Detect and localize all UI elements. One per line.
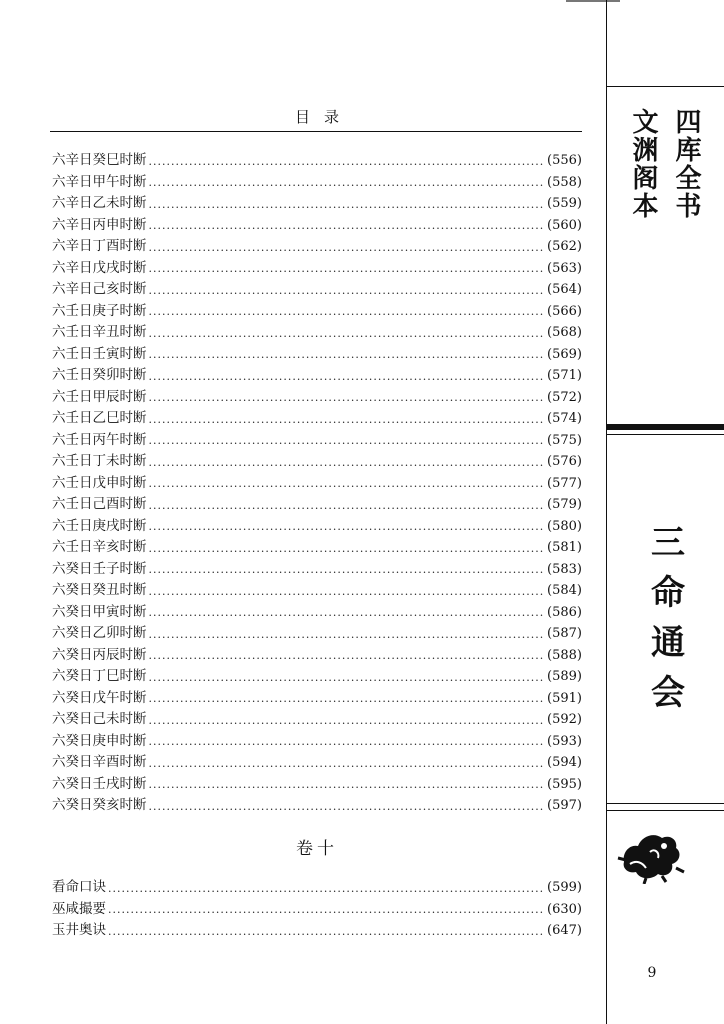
dragon-emblem-icon [616,822,686,884]
toc-entry [52,774,582,796]
toc-entry [52,688,582,710]
collection-name: 四库全书 [671,108,701,220]
dot-leader [108,899,545,921]
entry-page: (568) [547,325,582,340]
entry-page: (586) [547,604,582,620]
entry-title: 六癸日癸亥时断 [52,797,147,813]
entry-title: 六辛日丁酉时断 [52,238,147,254]
margin-rule [606,803,724,804]
margin-rule [606,810,724,811]
entry-title: 巫咸撮要 [52,900,106,917]
dot-leader [149,731,546,753]
dot-leader [149,559,546,581]
entry-page: (572) [547,389,582,405]
toc-entry [52,731,582,753]
toc-entry [52,473,582,495]
entry-title: 六辛日戊戌时断 [52,259,147,276]
entry-title: 六辛日丙申时断 [52,216,147,233]
entry-title: 六癸日乙卯时断 [52,625,147,641]
toc-entry [52,365,582,387]
entry-page: (574) [547,411,582,426]
toc-list-section [52,877,582,942]
toc-entry [52,193,582,215]
toc-entry [52,516,582,538]
entry-title: 六癸日壬子时断 [52,560,147,577]
entry-title: 六辛日乙未时断 [52,195,147,211]
dot-leader [149,602,546,624]
toc-entry [52,150,582,172]
entry-page: (571) [547,368,582,383]
dot-leader [149,795,546,817]
entry-title: 六癸日戊午时断 [52,689,147,706]
entry-page: (562) [547,239,582,254]
entry-title: 六癸日庚申时断 [52,732,147,749]
toc-entry [52,301,582,323]
toc-entry [52,494,582,516]
toc-entry [52,666,582,688]
entry-title: 六壬日乙巳时断 [52,410,147,426]
dot-leader [149,688,546,710]
dot-leader [149,666,546,688]
dot-leader [149,451,546,473]
margin-rule [606,86,724,87]
entry-page: (576) [547,454,582,469]
entry-title: 六癸日甲寅时断 [52,603,147,620]
toc-entry [52,322,582,344]
page-number: 9 [647,965,657,981]
entry-title: 六癸日壬戌时断 [52,775,147,792]
dot-leader [149,516,546,538]
dot-leader [149,709,546,731]
entry-title: 玉井奥诀 [52,922,106,938]
entry-page: (566) [547,303,582,319]
entry-page: (584) [547,583,582,598]
book-title: 三命通会 [644,524,685,724]
entry-page: (569) [547,346,582,362]
entry-title: 六癸日丁巳时断 [52,668,147,684]
entry-page: (592) [547,712,582,727]
entry-title: 六壬日丁未时断 [52,453,147,469]
entry-title: 六壬日壬寅时断 [52,345,147,362]
entry-title: 六壬日甲辰时断 [52,388,147,405]
toc-entry [52,559,582,581]
toc-entry [52,709,582,731]
dot-leader [149,430,546,452]
entry-page: (560) [547,217,582,233]
toc-entry [52,387,582,409]
toc-entry [52,623,582,645]
toc-entry [52,580,582,602]
entry-title: 六癸日辛酉时断 [52,754,147,770]
dot-leader [149,150,546,172]
book-title-block [610,524,720,724]
entry-page: (599) [547,880,582,895]
collection-label [610,108,720,220]
entry-page: (559) [547,196,582,211]
entry-title: 六辛日己亥时断 [52,281,147,297]
entry-title: 六辛日癸巳时断 [52,152,147,168]
dot-leader [149,236,546,258]
toc-entry [52,537,582,559]
dot-leader [108,920,545,942]
toc-entry [52,279,582,301]
toc-entry [52,645,582,667]
scan-edge-mark [566,0,620,6]
dot-leader [149,387,546,409]
entry-page: (595) [547,776,582,792]
dot-leader [149,344,546,366]
dot-leader [149,580,546,602]
margin-rule [606,434,724,435]
entry-page: (558) [547,174,582,190]
page-title: 目录 [294,108,353,126]
dot-leader [149,752,546,774]
entry-title: 六壬日辛亥时断 [52,539,147,555]
toc-entry [52,899,582,921]
entry-page: (630) [547,901,582,917]
entry-page: (579) [547,497,582,512]
entry-page: (591) [547,690,582,706]
entry-title: 看命口诀 [52,879,106,895]
toc-entry [52,920,582,942]
entry-page: (594) [547,755,582,770]
entry-page: (589) [547,669,582,684]
toc-entry [52,430,582,452]
dot-leader [149,279,546,301]
toc-entry [52,752,582,774]
entry-page: (593) [547,733,582,749]
entry-title: 六癸日丙辰时断 [52,646,147,663]
entry-title: 六壬日己酉时断 [52,496,147,512]
toc-entry [52,602,582,624]
toc-entry [52,451,582,473]
entry-title: 六壬日戊申时断 [52,474,147,491]
collection-edition: 文渊阁本 [628,108,658,220]
entry-page: (563) [547,260,582,276]
toc-entry [52,877,582,899]
page-header [52,106,582,132]
dot-leader [149,623,546,645]
entry-title: 六壬日庚戌时断 [52,517,147,534]
dot-leader [149,301,546,323]
toc-entry [52,408,582,430]
dot-leader [149,322,546,344]
toc-entry [52,172,582,194]
entry-page: (581) [547,540,582,555]
toc-list-main [52,150,582,817]
dot-leader [149,494,546,516]
margin-divider [606,0,607,1024]
entry-page: (587) [547,626,582,641]
dot-leader [149,172,546,194]
dot-leader [149,537,546,559]
entry-page: (564) [547,282,582,297]
entry-page: (575) [547,432,582,448]
dot-leader [149,193,546,215]
entry-page: (647) [547,923,582,938]
entry-title: 六壬日癸卯时断 [52,367,147,383]
entry-page: (583) [547,561,582,577]
dot-leader [108,877,545,899]
entry-page: (588) [547,647,582,663]
entry-title: 六癸日癸丑时断 [52,582,147,598]
dot-leader [149,258,546,280]
toc-entry [52,344,582,366]
dot-leader [149,365,546,387]
dot-leader [149,473,546,495]
entry-title: 六壬日辛丑时断 [52,324,147,340]
margin-rule-thick [606,424,724,430]
dot-leader [149,408,546,430]
entry-title: 六壬日丙午时断 [52,431,147,448]
entry-page: (577) [547,475,582,491]
toc-entry [52,258,582,280]
entry-page: (556) [547,153,582,168]
entry-title: 六壬日庚子时断 [52,302,147,319]
toc-entry [52,795,582,817]
dot-leader [149,645,546,667]
header-rule [50,131,582,132]
toc-entry [52,215,582,237]
entry-page: (580) [547,518,582,534]
entry-page: (597) [547,798,582,813]
toc-entry [52,236,582,258]
entry-title: 六癸日己未时断 [52,711,147,727]
entry-title: 六辛日甲午时断 [52,173,147,190]
dot-leader [149,215,546,237]
section-heading: 卷十 [296,839,338,859]
dot-leader [149,774,546,796]
